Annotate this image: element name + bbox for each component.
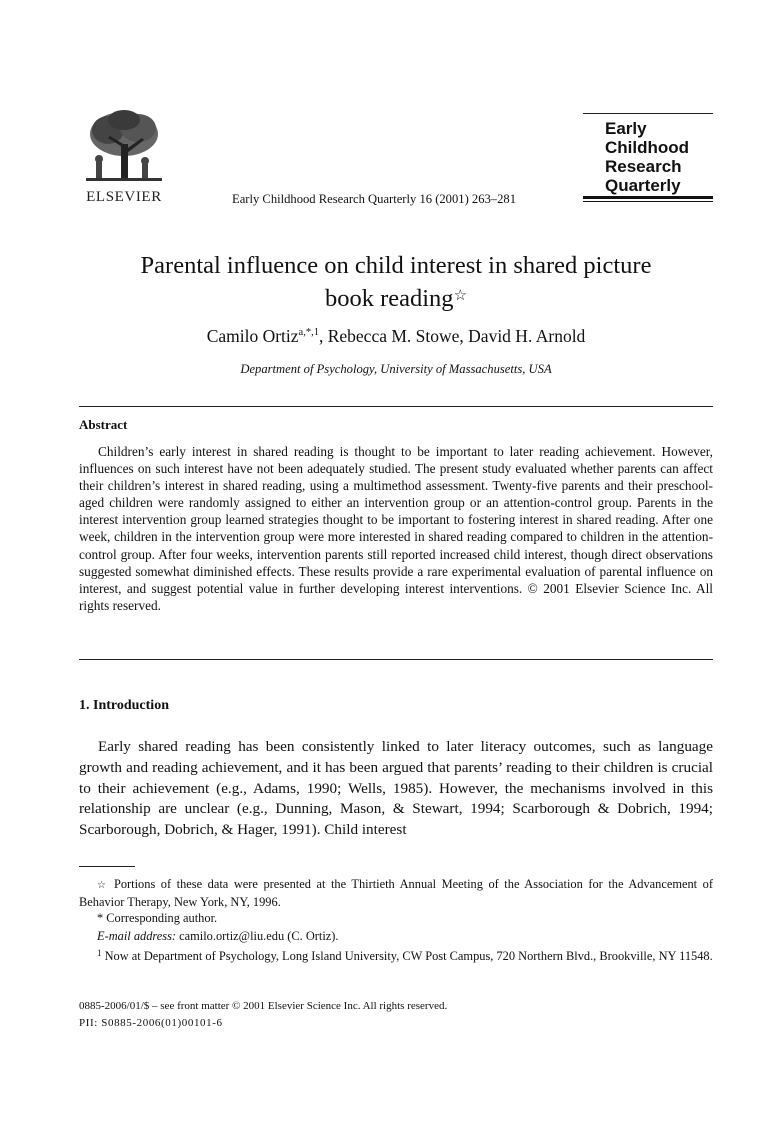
journal-logo-top-rule bbox=[583, 113, 713, 114]
affiliation: Department of Psychology, University of Massachusetts, USA bbox=[240, 362, 552, 376]
pii-line: PII: S0885-2006(01)00101-6 bbox=[79, 1017, 223, 1029]
email-label: E-mail address: bbox=[97, 929, 177, 943]
author-list bbox=[60, 326, 732, 347]
journal-logo-line: Research bbox=[605, 157, 682, 176]
abstract-heading: Abstract bbox=[79, 417, 128, 432]
copyright-line: 0885-2006/01/$ – see front matter © 2001 Elsevier Science Inc. All rights reserved. bbox=[79, 1000, 448, 1012]
journal-logo-rule bbox=[583, 196, 713, 199]
article-title-line2: book reading☆ bbox=[324, 285, 468, 312]
publisher-wordmark: ELSEVIER bbox=[86, 189, 162, 205]
abstract-text: Children’s early interest in shared reading is thought to be important to later reading achievement. However, influences on such interest have not been adequately studied. The present study evaluated whether parents can affect their children’s interest in shared reading, using a multimethod assessment. Twenty-five parents and their preschool-aged children were randomly assigned to either an intervention group or an attention-control group. Parents in the interest intervention group learned strategies thought to be important to fostering interest in shared reading. After one week, children in the intervention group were more interested in shared reading compared to children in the attention-control group. After four weeks, intervention parents still reported increased child interest, though direct observations suggested somewhat diminished effects. These results provide a rare experimental evaluation of parental influence on interest, and suggest potential value in further developing interest interventions. © 2001 Elsevier Science Inc. All rights reserved. bbox=[79, 444, 713, 613]
footnote-star-text: Portions of these data were presented at the Thirtieth Annual Meeting of the Association for the Advancement of Behavior Therapy, New York, NY, 1996. bbox=[79, 877, 713, 910]
introduction-paragraph: Early shared reading has been consistently linked to later literacy outcomes, such as language growth and reading achievement, and it has been argued that parents’ reading to their children is crucial to their achievement (e.g., Adams, 1990; Wells, 1985). However, the mechanisms involved in this relationship are unclear (e.g., Dunning, Mason, & Stewart, 1994; Scarborough & Dobrich, 1994; Scarborough, Dobrich, & Hager, 1991). Child interest bbox=[79, 738, 713, 839]
abstract-top-rule bbox=[79, 406, 713, 407]
elsevier-tree-logo bbox=[78, 108, 170, 188]
journal-logo-line: Childhood bbox=[605, 138, 690, 157]
journal-logo-line: Early bbox=[605, 119, 647, 138]
email-link[interactable]: camilo.ortiz@liu.edu (C. Ortiz). bbox=[179, 929, 339, 943]
article-title-line1: Parental influence on child interest in shared picture bbox=[140, 252, 652, 279]
footnote-one bbox=[79, 945, 713, 965]
footnote-email bbox=[97, 928, 713, 945]
journal-logo-line: Quarterly bbox=[605, 176, 681, 195]
author-names-rest: , Rebecca M. Stowe, David H. Arnold bbox=[318, 326, 586, 346]
section-heading: 1. Introduction bbox=[79, 698, 169, 713]
journal-logo bbox=[605, 119, 689, 195]
title-footnote-mark[interactable]: ☆ bbox=[453, 288, 468, 304]
footnote-star-mark: ☆ bbox=[97, 880, 109, 891]
article-title bbox=[60, 250, 732, 314]
journal-citation: Early Childhood Research Quarterly 16 (2001) 263–281 bbox=[232, 192, 516, 206]
journal-logo-rule-thin bbox=[583, 201, 713, 202]
footnote-one-text: Now at Department of Psychology, Long Island University, CW Post Campus, 720 Northern Blvd., Brookville, NY 11548. bbox=[104, 949, 713, 963]
abstract-bottom-rule bbox=[79, 659, 713, 660]
author-affiliation-marks[interactable]: a,*,1 bbox=[298, 327, 319, 338]
author-name: Camilo Ortiz bbox=[206, 326, 299, 346]
footnote-corresponding: * Corresponding author. bbox=[97, 911, 218, 925]
footnote-rule bbox=[79, 866, 135, 867]
footnote-one-mark: 1 bbox=[97, 948, 102, 958]
footnote-star bbox=[79, 876, 713, 912]
